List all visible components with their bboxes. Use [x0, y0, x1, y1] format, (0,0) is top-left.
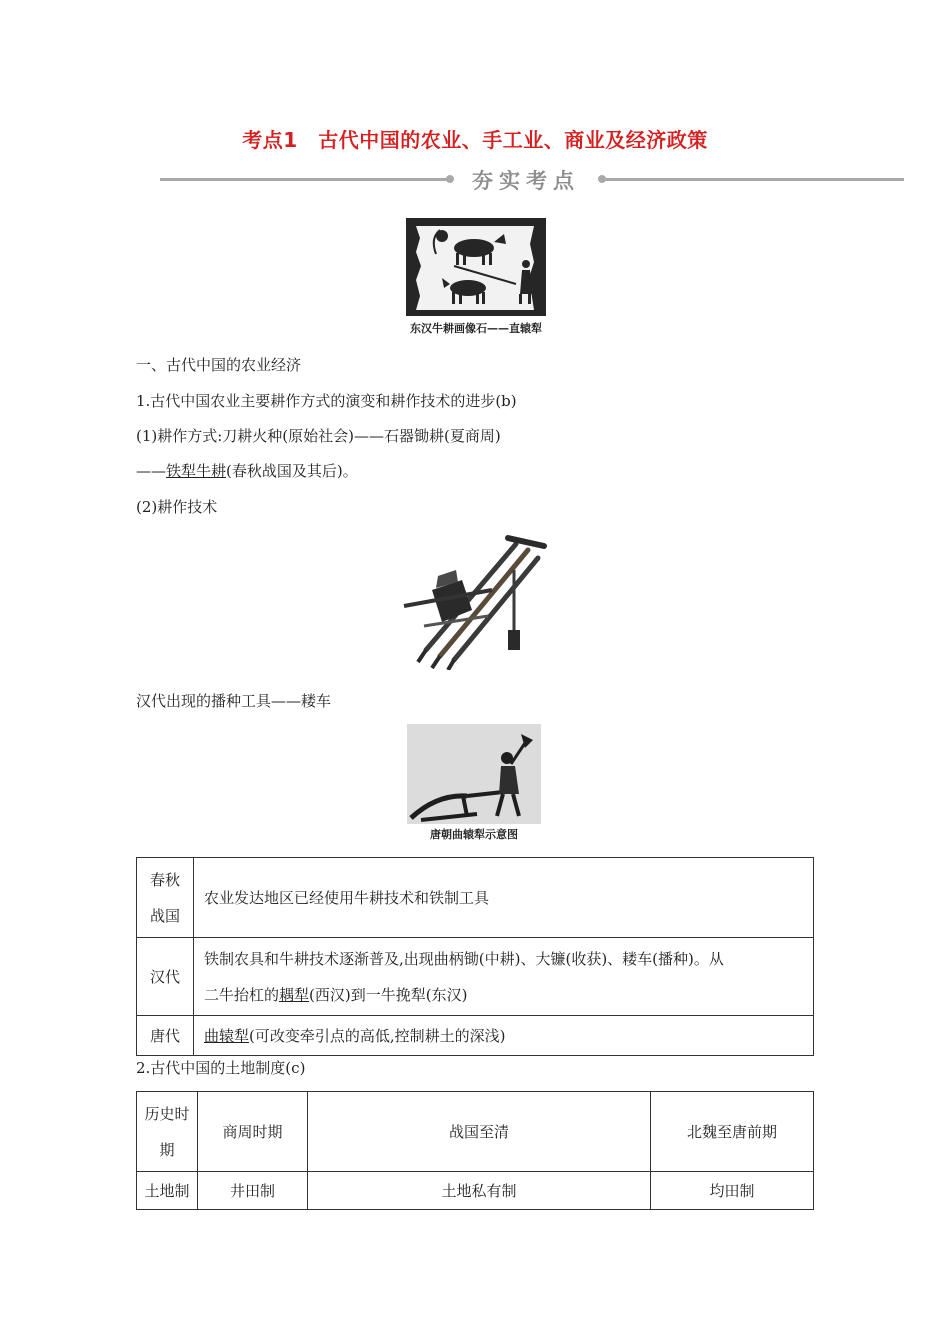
- period-cell: 汉代: [137, 938, 194, 1016]
- table-row: [137, 1092, 814, 1172]
- agriculture-timeline-table: [136, 857, 814, 1056]
- period-cell: [137, 858, 194, 938]
- description-text: (可改变牵引点的高低,控制耕土的深浅): [249, 1027, 506, 1045]
- table-row: [137, 938, 814, 1016]
- description-text: (西汉)到一牛挽犁(东汉): [309, 985, 468, 1004]
- value-cell: 井田制: [198, 1172, 308, 1210]
- header-cell: [137, 1092, 198, 1172]
- period-cell: 唐代: [137, 1016, 194, 1056]
- subitem-cultivation-methods: (1)耕作方式:刀耕火种(原始社会)——石器锄耕(夏商周): [136, 427, 501, 445]
- coupled-plow-term: 耦犁: [279, 985, 310, 1004]
- banner-dot-left: [446, 175, 454, 183]
- iron-plow-period-text: (春秋战国及其后)。: [226, 462, 358, 480]
- dash-text: ——: [136, 462, 166, 480]
- description-text: 二牛抬杠的: [204, 985, 280, 1004]
- table-row: [137, 858, 814, 938]
- header-cell: 商周时期: [198, 1092, 308, 1172]
- description-cell: [194, 1016, 814, 1056]
- header-cell: 北魏至唐前期: [651, 1092, 814, 1172]
- header-line: 期: [159, 1140, 175, 1159]
- curved-plow-image: [407, 724, 541, 824]
- section-heading-agriculture: 一、古代中国的农业经济: [136, 356, 302, 374]
- figure-caption-ox-plow: 东汉牛耕画像石——直辕犁: [410, 322, 542, 335]
- table-row: [137, 1172, 814, 1210]
- period-line: 战国: [149, 906, 180, 925]
- value-cell: 均田制: [651, 1172, 814, 1210]
- description-cell: 农业发达地区已经使用牛耕技术和铁制工具: [194, 858, 814, 938]
- header-cell: 战国至清: [308, 1092, 651, 1172]
- header-line: 历史时: [144, 1104, 190, 1123]
- land-system-table: [136, 1091, 814, 1210]
- seed-drill-image: [396, 530, 556, 670]
- banner-text: 夯实考点: [472, 169, 580, 193]
- value-cell: 土地私有制: [308, 1172, 651, 1210]
- curved-plow-term: 曲辕犁: [204, 1027, 250, 1045]
- period-line: 春秋: [149, 870, 180, 889]
- banner-line-left: [160, 178, 448, 181]
- section-banner: [160, 165, 905, 193]
- seed-drill-caption: 汉代出现的播种工具——耧车: [136, 692, 332, 710]
- item-cultivation-evolution: 1.古代中国农业主要耕作方式的演变和耕作技术的进步(b): [136, 392, 517, 410]
- subitem-cultivation-tech: (2)耕作技术: [136, 498, 218, 516]
- figure-caption-curved-plow: 唐朝曲辕犁示意图: [430, 828, 518, 841]
- ox-plow-relief-image: [406, 218, 546, 316]
- table-row: [137, 1016, 814, 1056]
- description-cell: [194, 938, 814, 1016]
- iron-plow-ox-term: 铁犁牛耕: [166, 462, 227, 480]
- description-line: 铁制农具和牛耕技术逐渐普及,出现曲柄锄(中耕)、大镰(收获)、耧车(播种)。从: [204, 949, 724, 968]
- banner-line-right: [604, 178, 904, 181]
- page-title: 考点1 古代中国的农业、手工业、商业及经济政策: [242, 128, 708, 152]
- item-land-system: 2.古代中国的土地制度(c): [136, 1059, 306, 1077]
- subitem-cultivation-methods-cont: [136, 460, 358, 482]
- row-label-cell: 土地制: [137, 1172, 198, 1210]
